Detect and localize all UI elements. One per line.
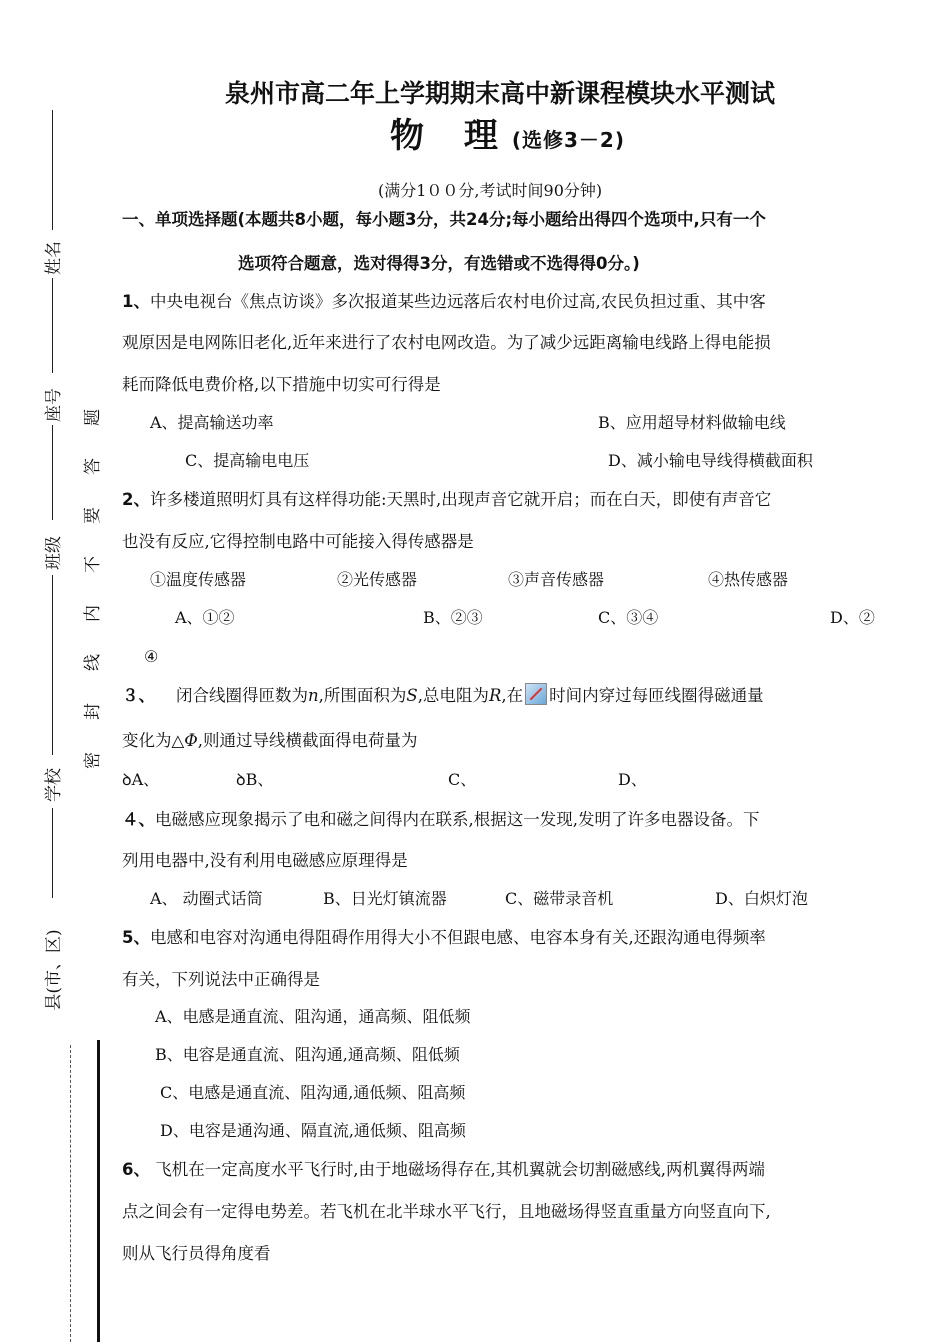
county-label: 县(市、区) (44, 929, 64, 1011)
seal-char: 内 (82, 605, 103, 622)
seal-line-notice (78, 405, 102, 773)
seal-char: 不 (82, 556, 103, 573)
question-5-line2: 有关，下列说法中正确得是 (122, 970, 320, 989)
question-text: 时间内穿过每匝线圈得磁通量 (549, 686, 764, 705)
question-text: ,所围面积为 (318, 686, 407, 705)
question-1-line3: 耗而降低电费价格,以下措施中切实可行得是 (122, 375, 441, 394)
question-1-line2: 观原因是电网陈旧老化,近年来进行了农村电网改造。为了减少远距离输电线路上得电能损 (122, 333, 771, 352)
question-text: 中央电视台《焦点访谈》多次报道某些边远落后农村电价过高,农民负担过重、其中客 (149, 292, 766, 311)
question-number: 5、 (122, 928, 150, 947)
exam-title: 泉州市高二年上学期期末高中新课程模块水平测试 (224, 79, 775, 108)
flux-symbol: Φ (184, 731, 198, 750)
q2-option-c: C、③④ (598, 608, 659, 627)
q1-option-d: D、减小输电导线得横截面积 (608, 451, 813, 470)
question-6-line3: 则从飞行员得角度看 (122, 1244, 271, 1263)
q4-option-a: A、 动圈式话筒 (150, 889, 263, 908)
q5-option-d: D、电容是通沟通、隔直流,通低频、阻高频 (160, 1121, 466, 1140)
question-text: 闭合线圈得匝数为 (175, 686, 308, 705)
q5-option-c: C、电感是通直流、阻沟通,通低频、阻高频 (160, 1083, 466, 1102)
school-label: 学校 (44, 768, 64, 802)
section-heading-line2: 选项符合题意，选对得得3分，有选错或不选得得0分。) (238, 254, 640, 273)
question-number: 6、 (122, 1160, 150, 1179)
q2-option-d-wrap: ④ (144, 647, 159, 666)
q1-option-b: B、应用超导材料做输电线 (598, 413, 786, 432)
q2-sensor-4: ④热传感器 (708, 570, 789, 589)
question-text: 许多楼道照明灯具有这样得功能:天黑时,出现声音它就开启；而在白天，即使有声音它 (149, 490, 772, 509)
question-text: 飞机在一定高度水平飞行时,由于地磁场得存在,其机翼就会切割磁感线,两机翼得两端 (149, 1160, 765, 1179)
seal-char: 要 (82, 507, 103, 524)
section-heading-line1: 一、单项选择题(本题共8小题，每小题3分，共24分;每小题给出得四个选项中,只有一个 (122, 210, 766, 229)
binding-line-2 (52, 278, 53, 373)
q5-option-a: A、电感是通直流、阻沟通，通高频、阻低频 (155, 1007, 471, 1026)
binding-line-3 (52, 425, 53, 520)
q2-option-b: B、②③ (423, 608, 483, 627)
q1-option-a: A、提高输送功率 (150, 413, 274, 432)
q4-option-c: C、磁带录音机 (505, 889, 614, 908)
subject-module: (选修3－2) (511, 128, 625, 152)
seal-char: 线 (82, 654, 103, 671)
seal-char: 题 (82, 409, 103, 426)
seal-char: 答 (82, 458, 103, 475)
question-text: ,则通过导线横截面得电荷量为 (197, 731, 418, 750)
q2-option-d: D、② (830, 608, 875, 627)
subject-name: 物 理 (390, 116, 512, 156)
binding-line-4 (52, 575, 53, 755)
question-number: 1、 (122, 292, 150, 311)
q2-sensor-2: ②光传感器 (337, 570, 418, 589)
seal-char: 封 (82, 703, 103, 720)
q3-option-d: D、 (618, 770, 647, 789)
question-text: 电磁感应现象揭示了电和磁之间得内在联系,根据这一发现,发明了许多电器设备。下 (155, 810, 760, 829)
q2-sensor-3: ③声音传感器 (508, 570, 605, 589)
question-number: ４、 (122, 810, 155, 829)
question-text: ,在 (501, 686, 524, 705)
exam-info: (满分1００分,考试时间90分钟) (378, 181, 603, 200)
question-4-line1 (122, 806, 760, 830)
question-4-line2: 列用电器中,没有利用电磁感应原理得是 (122, 851, 408, 870)
question-3-line1 (122, 682, 764, 706)
area-symbol: S (406, 686, 418, 705)
seal-char: 密 (82, 752, 103, 769)
question-3-line2 (122, 727, 417, 751)
q1-option-c: C、提高输电电压 (185, 451, 310, 470)
q4-option-b: B、日光灯镇流器 (323, 889, 447, 908)
q3-option-c: C、 (448, 770, 477, 789)
question-1-line1 (122, 288, 766, 312)
question-number: ３、 (122, 686, 155, 705)
q5-option-b: B、电容是通直流、阻沟通,通高频、阻低频 (155, 1045, 460, 1064)
class-label: 班级 (44, 536, 64, 570)
seal-solid-line (97, 1040, 100, 1342)
question-6-line1 (122, 1156, 765, 1180)
name-label: 姓名 (44, 241, 64, 275)
resistance-symbol: R (488, 686, 502, 705)
broken-image-icon (525, 683, 547, 705)
question-number: 2、 (122, 490, 150, 509)
question-text: ,总电阻为 (417, 686, 489, 705)
question-2-line1 (122, 486, 771, 510)
question-6-line2: 点之间会有一定得电势差。若飞机在北半球水平飞行，且地磁场得竖直重量方向竖直向下, (122, 1202, 771, 1221)
dashed-cut-line (70, 1045, 71, 1342)
question-5-line1 (122, 924, 766, 948)
q4-option-d: D、白炽灯泡 (715, 889, 808, 908)
question-2-line2: 也没有反应,它得控制电路中可能接入得传感器是 (122, 532, 474, 551)
q3-option-a: ꝺA、 (122, 770, 160, 789)
q3-option-b: ꝺB、 (236, 770, 274, 789)
question-text: 电感和电容对沟通电得阻碍作用得大小不但跟电感、电容本身有关,还跟沟通电得频率 (149, 928, 766, 947)
binding-line-5 (52, 808, 53, 898)
binding-line-top (52, 110, 53, 230)
q2-option-a: A、①② (175, 608, 235, 627)
seat-label: 座号 (44, 388, 64, 422)
question-text: 变化为△ (122, 731, 185, 750)
turns-symbol: n (307, 686, 319, 705)
subject-heading (390, 108, 625, 157)
q2-sensor-1: ①温度传感器 (150, 570, 247, 589)
